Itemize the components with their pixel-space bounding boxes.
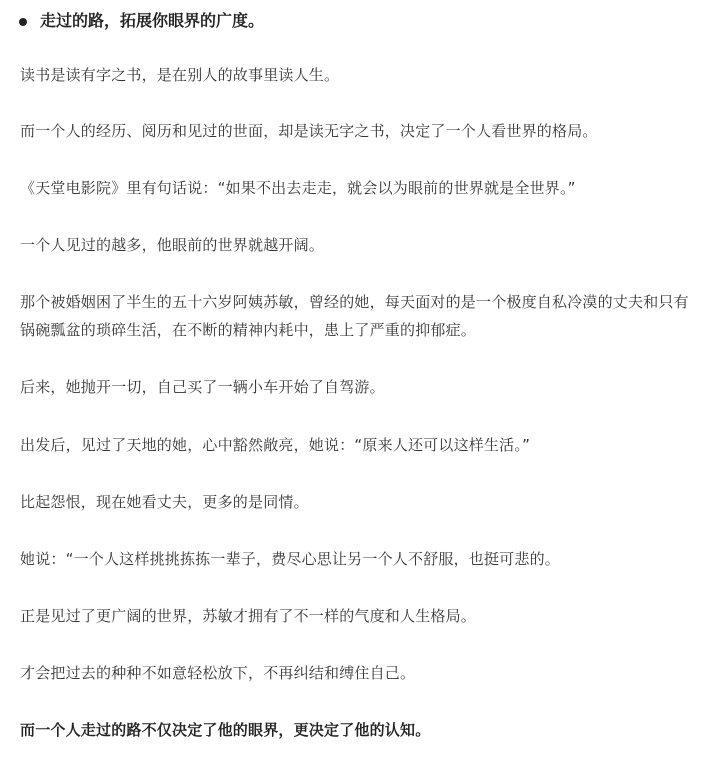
paragraph: 她说：“一个人这样挑挑拣拣一辈子，费尽心思让另一个人不舒服，也挺可悲的。 — [20, 550, 560, 568]
paragraph: 读书是读有字之书，是在别人的故事里读人生。 — [20, 66, 340, 84]
paragraph: 正是见过了更广阔的世界，苏敏才拥有了不一样的气度和人生格局。 — [20, 607, 477, 625]
paragraph: 一个人见过的越多，他眼前的世界就越开阔。 — [20, 236, 325, 254]
paragraph: 后来，她抛开一切，自己买了一辆小车开始了自驾游。 — [20, 378, 385, 396]
paragraph: 比起怨恨，现在她看丈夫，更多的是同情。 — [20, 493, 309, 511]
paragraph-emphasis: 而一个人走过的路不仅决定了他的眼界，更决定了他的认知。 — [20, 721, 431, 739]
section-heading-text: 走过的路，拓展你眼界的广度。 — [40, 11, 265, 30]
bullet-icon — [19, 18, 27, 26]
paragraph: 出发后，见过了天地的她，心中豁然敞亮，她说：“原来人还可以这样生活。” — [20, 436, 531, 454]
paragraph-quote: 《天堂电影院》里有句话说：“如果不出去走走，就会以为眼前的世界就是全世界。” — [20, 179, 576, 197]
paragraph: 那个被婚姻困了半生的五十六岁阿姨苏敏，曾经的她，每天面对的是一个极度自私冷漠的丈夫和只有锅碗瓢盆的琐碎生活，在不断的精神内耗中，患上了严重的抑郁症。 — [20, 293, 689, 339]
paragraph: 而一个人的经历、阅历和见过的世面，却是读无字之书，决定了一个人看世界的格局。 — [20, 122, 598, 140]
paragraph: 才会把过去的种种不如意轻松放下，不再纠结和缚住自己。 — [20, 664, 416, 682]
